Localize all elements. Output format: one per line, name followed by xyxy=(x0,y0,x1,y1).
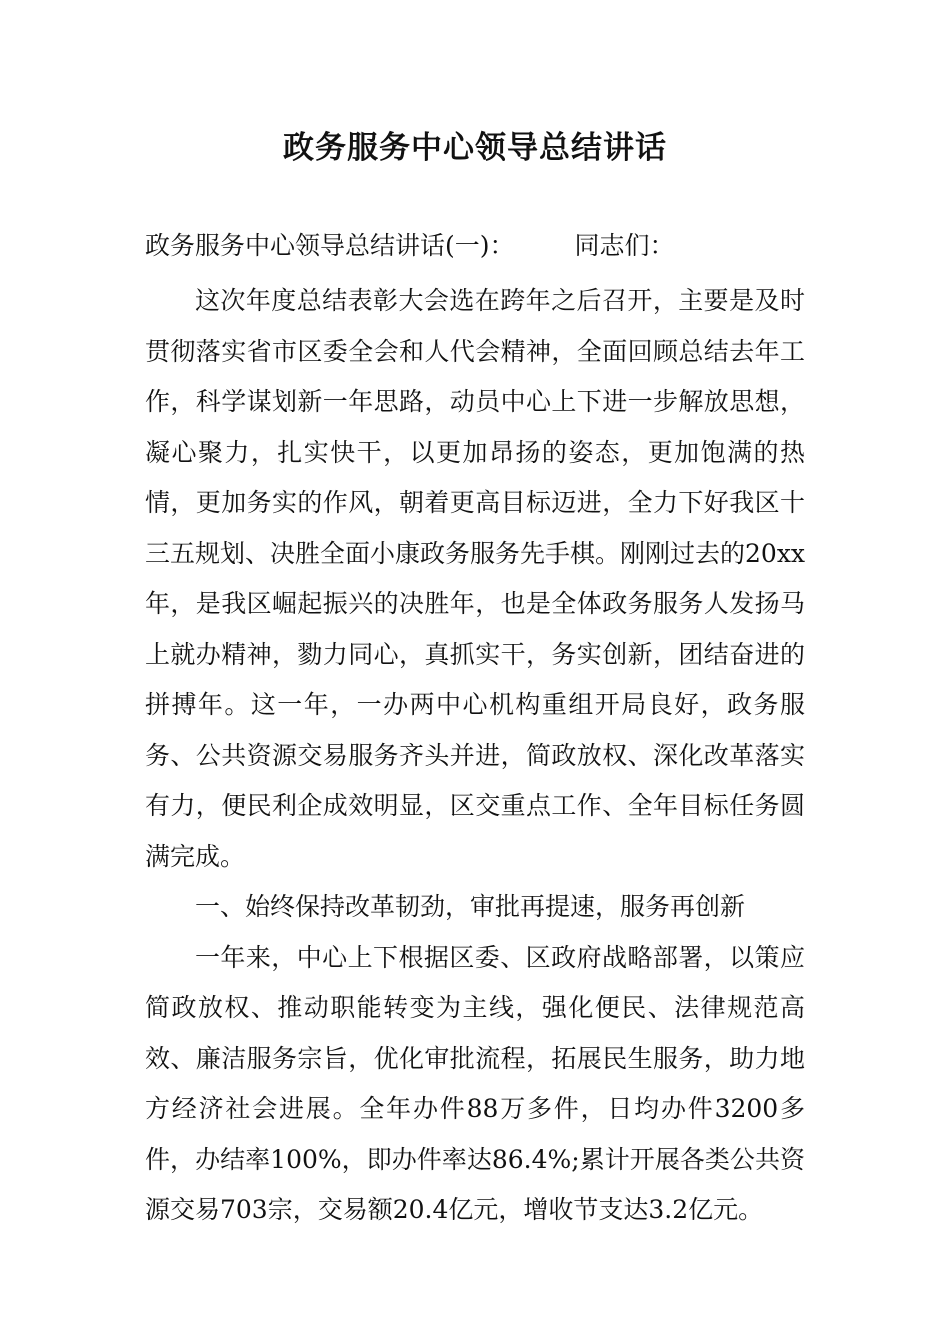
document-body xyxy=(145,276,805,1236)
greeting: 同志们： xyxy=(574,231,675,260)
document-subheading xyxy=(145,226,805,266)
document-title: 政务服务中心领导总结讲话 xyxy=(283,130,667,166)
section-heading: 一、始终保持改革韧劲，审批再提速，服务再创新 xyxy=(195,892,746,921)
body-paragraph: 一年来，中心上下根据区委、区政府战略部署，以策应简政放权、推动职能转变为主线，强化便民、法律规范高效、廉洁服务宗旨，优化审批流程，拓展民生服务，助力地方经济社会进展。全年办件88万多件，日均办件3200多件，办结率100%，即办件率达86.4%;累计开展各类公共资源交易703宗，交易额20.4亿元，增收节支达3.2亿元。 xyxy=(145,942,805,1224)
speech-subtitle: 政务服务中心领导总结讲话(一)： xyxy=(145,231,515,260)
body-paragraph: 这次年度总结表彰大会选在跨年之后召开，主要是及时贯彻落实省市区委全会和人代会精神，全面回顾总结去年工作，科学谋划新一年思路，动员中心上下进一步解放思想，凝心聚力，扎实快干，以更加昂扬的姿态，更加饱满的热情，更加务实的作风，朝着更高目标迈进，全力下好我区十三五规划、决胜全面小康政务服务先手棋。刚刚过去的20xx年，是我区崛起振兴的决胜年，也是全体政务服务人发扬马上就办精神，勠力同心，真抓实干，务实创新，团结奋进的拼搏年。这一年，一办两中心机构重组开局良好，政务服务、公共资源交易服务齐头并进，简政放权、深化改革落实有力，便民利企成效明显，区交重点工作、全年目标任务圆满完成。 xyxy=(145,286,806,871)
